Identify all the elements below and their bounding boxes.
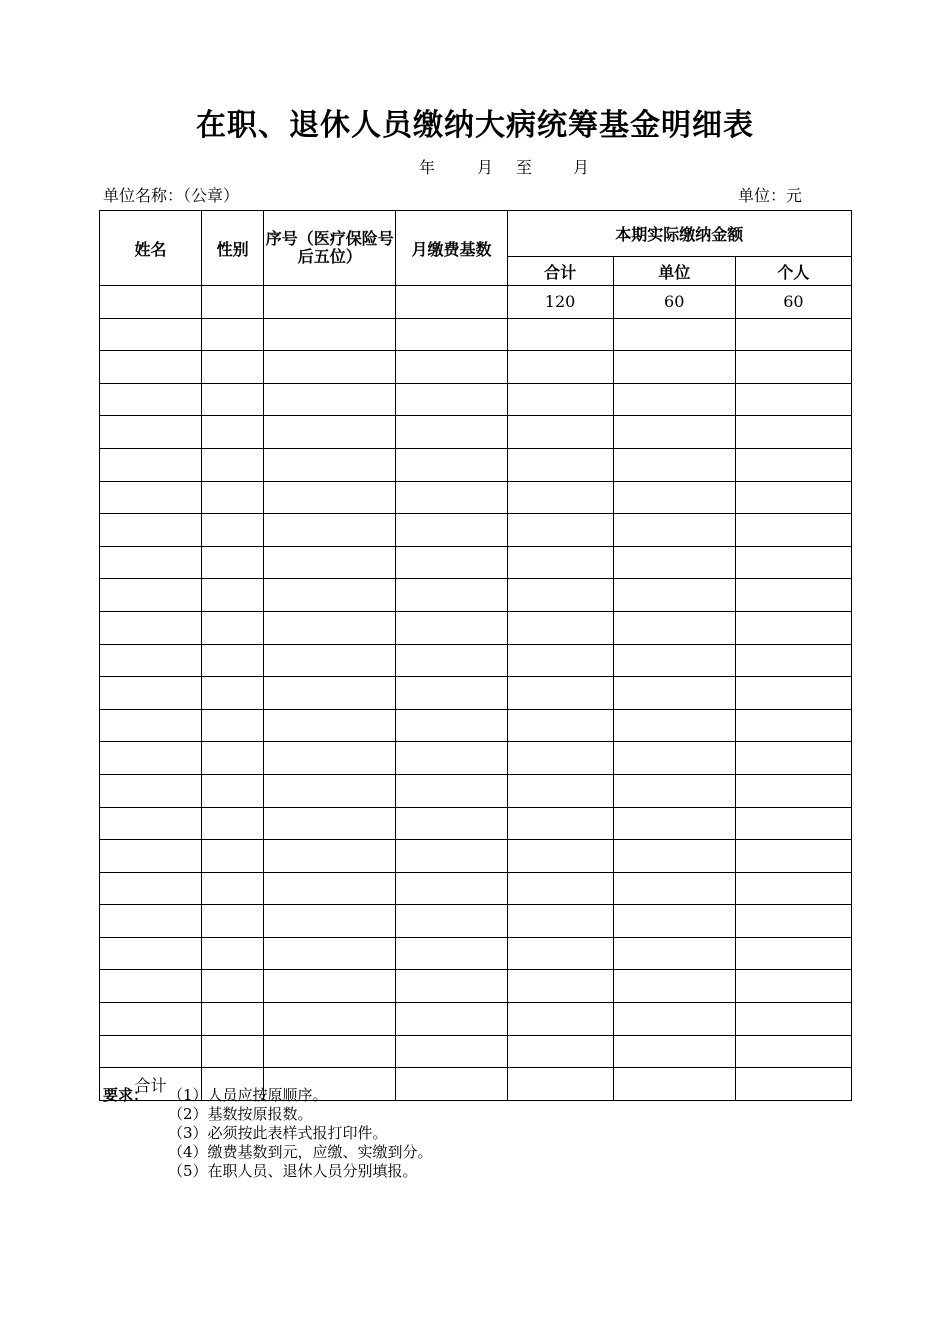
cell-name <box>100 286 202 319</box>
requirement-item: （1）人员应按原顺序。 <box>168 1086 328 1104</box>
cell-name <box>100 709 202 742</box>
cell-individual: 60 <box>735 286 851 319</box>
cell-base <box>396 448 507 481</box>
cell-gender <box>202 351 264 384</box>
table-row <box>100 416 852 449</box>
table-row <box>100 481 852 514</box>
cell-total <box>507 872 613 905</box>
table-row <box>100 579 852 612</box>
cell-employer <box>613 937 735 970</box>
cell-serial <box>264 286 396 319</box>
cell-name <box>100 514 202 547</box>
cell-individual <box>735 416 851 449</box>
cell-name <box>100 677 202 710</box>
cell-gender <box>202 383 264 416</box>
cell-serial <box>264 448 396 481</box>
cell-individual <box>735 318 851 351</box>
table-row <box>100 677 852 710</box>
cell-gender <box>202 546 264 579</box>
cell-individual <box>735 709 851 742</box>
header-total: 合计 <box>507 257 613 286</box>
cell-total <box>507 448 613 481</box>
requirements-list <box>168 1086 433 1181</box>
cell-serial <box>264 481 396 514</box>
cell-name <box>100 481 202 514</box>
cell-serial <box>264 383 396 416</box>
cell-gender <box>202 774 264 807</box>
cell-individual <box>735 807 851 840</box>
cell-base <box>396 644 507 677</box>
cell-individual <box>735 481 851 514</box>
cell-individual <box>735 1003 851 1036</box>
cell-serial <box>264 807 396 840</box>
cell-total <box>507 774 613 807</box>
cell-total <box>507 970 613 1003</box>
table-row <box>100 514 852 547</box>
cell-base <box>396 840 507 873</box>
total-row-cell <box>735 1068 851 1101</box>
table-row <box>100 970 852 1003</box>
period-month-start-label: 月 <box>477 158 494 177</box>
cell-gender <box>202 514 264 547</box>
cell-gender <box>202 644 264 677</box>
cell-employer <box>613 872 735 905</box>
requirement-item: （5）在职人员、退休人员分别填报。 <box>168 1162 418 1180</box>
cell-name <box>100 807 202 840</box>
cell-gender <box>202 579 264 612</box>
cell-base <box>396 579 507 612</box>
cell-individual <box>735 742 851 775</box>
cell-name <box>100 611 202 644</box>
cell-base <box>396 514 507 547</box>
cell-base <box>396 611 507 644</box>
cell-total <box>507 481 613 514</box>
cell-name <box>100 970 202 1003</box>
cell-employer: 60 <box>613 286 735 319</box>
cell-serial <box>264 970 396 1003</box>
cell-name <box>100 742 202 775</box>
cell-gender <box>202 677 264 710</box>
cell-employer <box>613 579 735 612</box>
cell-total <box>507 1035 613 1068</box>
cell-employer <box>613 416 735 449</box>
cell-employer <box>613 970 735 1003</box>
total-row-label: 合计 <box>100 1068 202 1101</box>
cell-base <box>396 383 507 416</box>
cell-gender <box>202 937 264 970</box>
table-row <box>100 1003 852 1036</box>
cell-employer <box>613 742 735 775</box>
cell-serial <box>264 742 396 775</box>
header-monthly-base: 月缴费基数 <box>396 211 507 286</box>
header-individual: 个人 <box>735 257 851 286</box>
requirements-label: 要求： <box>103 1086 149 1104</box>
total-row-cell <box>507 1068 613 1101</box>
cell-serial <box>264 872 396 905</box>
cell-individual <box>735 611 851 644</box>
cell-employer <box>613 546 735 579</box>
cell-employer <box>613 383 735 416</box>
cell-individual <box>735 970 851 1003</box>
cell-gender <box>202 709 264 742</box>
currency-unit-label: 单位：元 <box>738 186 803 205</box>
period-year-label: 年 <box>419 158 436 177</box>
cell-base <box>396 774 507 807</box>
cell-employer <box>613 774 735 807</box>
cell-gender <box>202 742 264 775</box>
cell-total <box>507 677 613 710</box>
cell-base <box>396 1035 507 1068</box>
header-actual-amount: 本期实际缴纳金额 <box>507 211 851 257</box>
cell-individual <box>735 774 851 807</box>
cell-base <box>396 546 507 579</box>
cell-gender <box>202 611 264 644</box>
cell-name <box>100 579 202 612</box>
table-row <box>100 807 852 840</box>
cell-total <box>507 937 613 970</box>
cell-employer <box>613 1035 735 1068</box>
cell-serial <box>264 937 396 970</box>
header-serial: 序号（医疗保险号后五位） <box>264 211 396 286</box>
cell-base <box>396 709 507 742</box>
cell-gender <box>202 448 264 481</box>
cell-employer <box>613 905 735 938</box>
cell-total: 120 <box>507 286 613 319</box>
cell-gender <box>202 481 264 514</box>
total-row-cell <box>613 1068 735 1101</box>
cell-gender <box>202 318 264 351</box>
cell-employer <box>613 481 735 514</box>
cell-gender <box>202 840 264 873</box>
cell-individual <box>735 383 851 416</box>
cell-employer <box>613 644 735 677</box>
cell-individual <box>735 351 851 384</box>
cell-base <box>396 286 507 319</box>
table-row <box>100 774 852 807</box>
table-row <box>100 1035 852 1068</box>
cell-gender <box>202 1035 264 1068</box>
table-body <box>100 286 852 1068</box>
cell-individual <box>735 644 851 677</box>
cell-serial <box>264 611 396 644</box>
table-row <box>100 644 852 677</box>
cell-total <box>507 1003 613 1036</box>
cell-gender <box>202 286 264 319</box>
cell-employer <box>613 448 735 481</box>
cell-name <box>100 1035 202 1068</box>
table-row <box>100 709 852 742</box>
cell-serial <box>264 1035 396 1068</box>
table-row <box>100 351 852 384</box>
cell-gender <box>202 872 264 905</box>
cell-base <box>396 937 507 970</box>
table-row <box>100 742 852 775</box>
cell-employer <box>613 677 735 710</box>
cell-base <box>396 1003 507 1036</box>
header-gender: 性别 <box>202 211 264 286</box>
cell-total <box>507 579 613 612</box>
cell-individual <box>735 677 851 710</box>
cell-serial <box>264 579 396 612</box>
cell-serial <box>264 905 396 938</box>
cell-name <box>100 383 202 416</box>
table-row <box>100 611 852 644</box>
cell-serial <box>264 514 396 547</box>
table-row <box>100 872 852 905</box>
header-row-1 <box>100 211 852 257</box>
cell-employer <box>613 611 735 644</box>
cell-employer <box>613 807 735 840</box>
cell-individual <box>735 937 851 970</box>
cell-total <box>507 840 613 873</box>
cell-base <box>396 481 507 514</box>
cell-employer <box>613 709 735 742</box>
cell-base <box>396 351 507 384</box>
requirement-item: （2）基数按原报数。 <box>168 1105 313 1123</box>
period-month-end-label: 月 <box>573 158 590 177</box>
cell-name <box>100 937 202 970</box>
cell-serial <box>264 840 396 873</box>
cell-name <box>100 318 202 351</box>
cell-individual <box>735 905 851 938</box>
cell-total <box>507 351 613 384</box>
cell-total <box>507 611 613 644</box>
contribution-table <box>99 210 852 1101</box>
cell-base <box>396 742 507 775</box>
header-name: 姓名 <box>100 211 202 286</box>
cell-base <box>396 677 507 710</box>
table-row <box>100 840 852 873</box>
cell-employer <box>613 318 735 351</box>
cell-total <box>507 318 613 351</box>
cell-employer <box>613 514 735 547</box>
cell-total <box>507 742 613 775</box>
cell-name <box>100 448 202 481</box>
cell-total <box>507 905 613 938</box>
table-row <box>100 286 852 319</box>
cell-total <box>507 709 613 742</box>
period-to-label: 至 <box>516 158 533 177</box>
cell-individual <box>735 448 851 481</box>
cell-name <box>100 351 202 384</box>
cell-individual <box>735 872 851 905</box>
cell-employer <box>613 351 735 384</box>
requirement-item: （4）缴费基数到元，应缴、实缴到分。 <box>168 1143 433 1161</box>
cell-gender <box>202 807 264 840</box>
cell-total <box>507 416 613 449</box>
cell-total <box>507 514 613 547</box>
cell-name <box>100 872 202 905</box>
cell-employer <box>613 1003 735 1036</box>
requirement-item: （3）必须按此表样式报打印件。 <box>168 1124 388 1142</box>
cell-name <box>100 1003 202 1036</box>
cell-total <box>507 644 613 677</box>
cell-serial <box>264 709 396 742</box>
header-employer: 单位 <box>613 257 735 286</box>
cell-serial <box>264 546 396 579</box>
cell-serial <box>264 1003 396 1036</box>
document-title: 在职、退休人员缴纳大病统筹基金明细表 <box>196 108 754 143</box>
table-row <box>100 905 852 938</box>
cell-base <box>396 416 507 449</box>
cell-name <box>100 905 202 938</box>
table-row <box>100 318 852 351</box>
table-row <box>100 546 852 579</box>
cell-gender <box>202 970 264 1003</box>
cell-individual <box>735 514 851 547</box>
cell-name <box>100 416 202 449</box>
cell-base <box>396 872 507 905</box>
unit-name-label: 单位名称：（公章） <box>103 186 240 205</box>
cell-total <box>507 383 613 416</box>
table-row <box>100 937 852 970</box>
cell-base <box>396 318 507 351</box>
cell-total <box>507 807 613 840</box>
cell-gender <box>202 416 264 449</box>
table-row <box>100 383 852 416</box>
cell-individual <box>735 1035 851 1068</box>
cell-serial <box>264 774 396 807</box>
cell-serial <box>264 351 396 384</box>
cell-total <box>507 546 613 579</box>
cell-name <box>100 774 202 807</box>
cell-serial <box>264 644 396 677</box>
cell-individual <box>735 546 851 579</box>
cell-gender <box>202 1003 264 1036</box>
cell-individual <box>735 579 851 612</box>
cell-serial <box>264 416 396 449</box>
cell-name <box>100 644 202 677</box>
cell-base <box>396 970 507 1003</box>
cell-individual <box>735 840 851 873</box>
cell-serial <box>264 318 396 351</box>
cell-serial <box>264 677 396 710</box>
table-row <box>100 448 852 481</box>
cell-gender <box>202 905 264 938</box>
cell-base <box>396 807 507 840</box>
cell-employer <box>613 840 735 873</box>
cell-base <box>396 905 507 938</box>
cell-name <box>100 840 202 873</box>
cell-name <box>100 546 202 579</box>
